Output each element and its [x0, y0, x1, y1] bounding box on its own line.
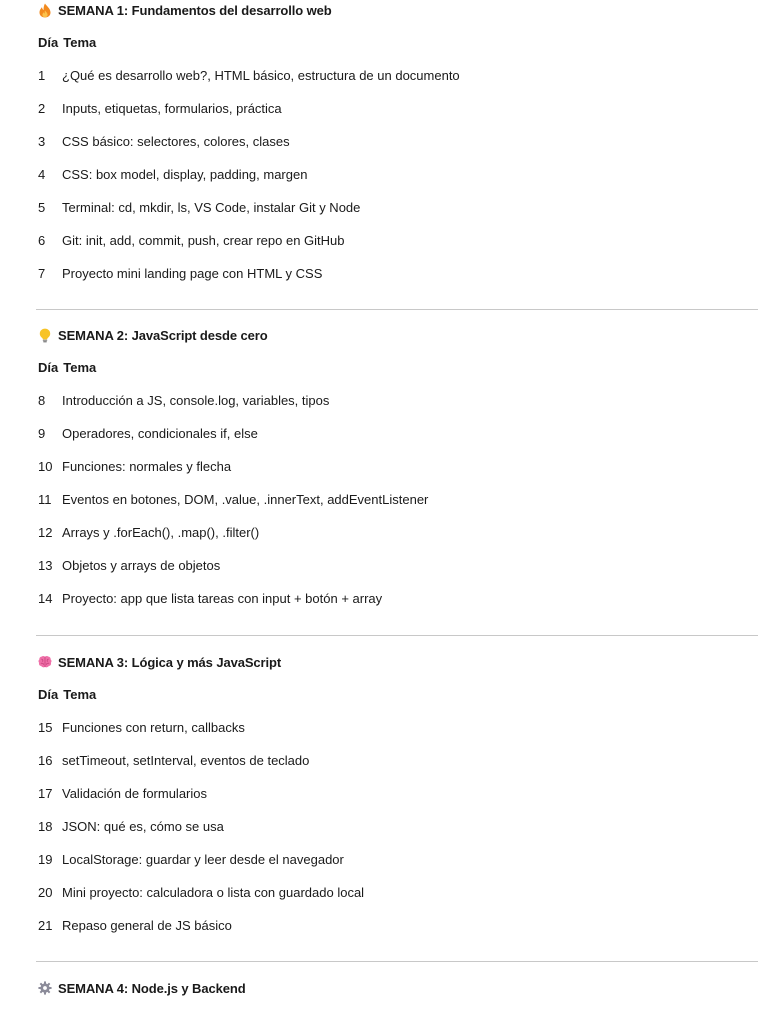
week-2-heading [38, 325, 758, 345]
week-1-rows [38, 65, 758, 283]
section-divider [36, 635, 758, 636]
row-day: 9 [38, 425, 46, 441]
row-day: 3 [38, 133, 46, 149]
row-day: 7 [38, 265, 46, 281]
row-day: 21 [38, 917, 53, 933]
row-topic: Mini proyecto: calculadora o lista con guardado local [62, 884, 365, 900]
row-topic: Funciones con return, callbacks [62, 719, 245, 735]
row-topic: CSS: box model, display, padding, margen [62, 166, 308, 182]
week-2-section [38, 325, 758, 621]
row-day: 10 [38, 458, 53, 474]
table-row [38, 522, 758, 542]
header-day: Día [38, 686, 59, 702]
table-row [38, 263, 758, 283]
row-day: 13 [38, 557, 53, 573]
header-day: Día [38, 34, 59, 50]
week-2-table-header [38, 357, 758, 377]
row-day: 12 [38, 524, 53, 540]
table-row [38, 783, 758, 803]
fire-icon [38, 2, 52, 18]
row-topic: Validación de formularios [62, 785, 207, 801]
table-row [38, 65, 758, 85]
table-row [38, 588, 758, 608]
table-row [38, 816, 758, 836]
row-day: 6 [38, 232, 46, 248]
row-day: 15 [38, 719, 53, 735]
week-2-rows [38, 390, 758, 608]
section-divider [36, 309, 758, 310]
table-row [38, 98, 758, 118]
table-row [38, 423, 758, 443]
header-day: Día [38, 359, 59, 375]
row-day: 19 [38, 851, 53, 867]
lightbulb-icon [38, 327, 52, 343]
week-1-table-header [38, 32, 758, 52]
week-4-section [38, 978, 758, 998]
table-row [38, 230, 758, 250]
row-topic: Operadores, condicionales if, else [62, 425, 258, 441]
row-day: 14 [38, 590, 53, 606]
table-row [38, 915, 758, 935]
row-day: 8 [38, 392, 46, 408]
table-row [38, 717, 758, 737]
table-row [38, 489, 758, 509]
week-1-section [38, 0, 758, 296]
table-row [38, 197, 758, 217]
row-topic: Proyecto: app que lista tareas con input + botón + array [62, 590, 383, 606]
row-day: 11 [38, 491, 52, 507]
week-3-table-header [38, 684, 758, 704]
row-topic: Arrays y .forEach(), .map(), .filter() [62, 524, 260, 540]
section-divider [36, 961, 758, 962]
row-topic: CSS básico: selectores, colores, clases [62, 133, 290, 149]
table-row [38, 456, 758, 476]
header-topic: Tema [63, 686, 97, 702]
table-row [38, 750, 758, 770]
row-day: 5 [38, 199, 46, 215]
row-topic: Proyecto mini landing page con HTML y CSS [62, 265, 323, 281]
row-day: 2 [38, 100, 46, 116]
row-topic: JSON: qué es, cómo se usa [62, 818, 224, 834]
row-day: 4 [38, 166, 46, 182]
header-topic: Tema [63, 359, 97, 375]
table-row [38, 882, 758, 902]
table-row [38, 164, 758, 184]
table-row [38, 849, 758, 869]
row-day: 20 [38, 884, 53, 900]
week-1-heading [38, 0, 758, 20]
table-row [38, 555, 758, 575]
row-day: 17 [38, 785, 53, 801]
header-topic: Tema [63, 34, 97, 50]
row-topic: Git: init, add, commit, push, crear repo en GitHub [62, 232, 345, 248]
row-day: 16 [38, 752, 53, 768]
brain-icon [38, 654, 52, 670]
row-topic: Funciones: normales y flecha [62, 458, 232, 474]
week-3-rows [38, 717, 758, 935]
week-4-heading [38, 978, 758, 998]
row-topic: Objetos y arrays de objetos [62, 557, 221, 573]
row-topic: ¿Qué es desarrollo web?, HTML básico, estructura de un documento [62, 67, 460, 83]
week-2-title: SEMANA 2: JavaScript desde cero [58, 327, 268, 343]
row-topic: setTimeout, setInterval, eventos de teclado [62, 752, 310, 768]
row-topic: Eventos en botones, DOM, .value, .innerText, addEventListener [62, 491, 429, 507]
row-day: 1 [38, 67, 46, 83]
table-row [38, 131, 758, 151]
row-topic: Repaso general de JS básico [62, 917, 232, 933]
week-1-title: SEMANA 1: Fundamentos del desarrollo web [58, 2, 332, 18]
row-topic: Inputs, etiquetas, formularios, práctica [62, 100, 282, 116]
row-topic: Terminal: cd, mkdir, ls, VS Code, instalar Git y Node [62, 199, 361, 215]
week-3-heading [38, 652, 758, 672]
week-3-section [38, 652, 758, 948]
week-3-title: SEMANA 3: Lógica y más JavaScript [58, 654, 282, 670]
row-topic: Introducción a JS, console.log, variables, tipos [62, 392, 330, 408]
week-4-title: SEMANA 4: Node.js y Backend [58, 980, 246, 996]
gear-icon [38, 980, 52, 996]
row-day: 18 [38, 818, 53, 834]
table-row [38, 390, 758, 410]
row-topic: LocalStorage: guardar y leer desde el navegador [62, 851, 344, 867]
